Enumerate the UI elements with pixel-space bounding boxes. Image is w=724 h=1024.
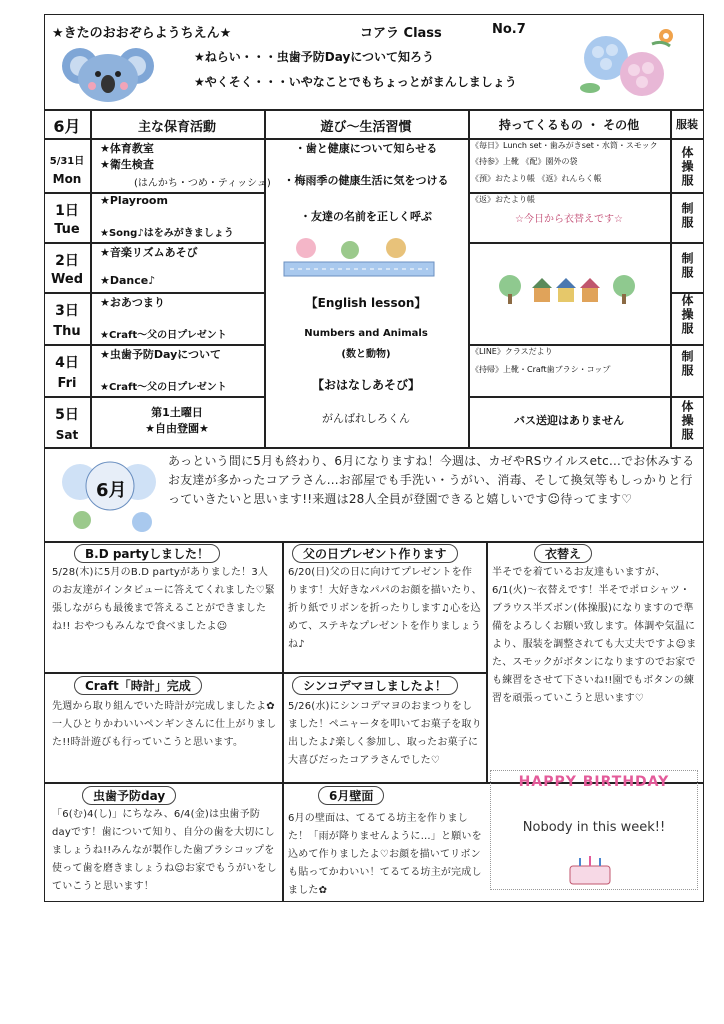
row-date: 2日 [55, 253, 79, 269]
play-item: 【English lesson】 [305, 296, 427, 310]
june-wall-title: 6月壁面 [318, 786, 384, 805]
bring-item: 《毎日》Lunch set・歯みがきset・水筒・スモック [471, 141, 658, 150]
play-item: 【おはなしあそび】 [311, 378, 420, 392]
row-day: Wed [51, 272, 83, 287]
row-dress: 制服 [680, 350, 694, 378]
row-main-line: ★体育教室 [100, 142, 154, 155]
row-dress: 制服 [680, 252, 694, 280]
craft-clock-body: 先週から取り組んでいた時計が完成しましたよ✿一人ひとりかわいいペンギンさんに仕上がりました!!時計遊びも行っていこうと思います。 [52, 701, 277, 748]
row-day: Fri [57, 376, 77, 391]
animals-shelf-icon [280, 232, 446, 282]
intro-text: あっという間に5月も終わり、6月になりますね！今週は、カゼやRSウイルスetc…でお休みするお友達が多かったコアラさん…お部屋でも手洗い・うがい、消毒、そして換気等もしっかりと行っていきたいと思います!!来週は28人全員が登園できると嬉しいです☺待ってます♡ [168, 454, 695, 506]
hydrangea-icon [570, 22, 690, 106]
row-dress: 体操服 [680, 294, 694, 336]
shinko-title: シンコデマヨしましたよ！ [292, 676, 458, 695]
row-day: Mon [52, 172, 82, 186]
row-date: 5/31日 [49, 156, 85, 167]
header-month: 6月 [53, 117, 81, 136]
header-bring: 持ってくるもの ・ その他 [498, 118, 640, 132]
row-main-line: ★衛生検査 [100, 158, 154, 171]
bring-item: 《返》おたより帳 [471, 195, 535, 204]
bring-item: ☆今日から衣替えです☆ [515, 214, 623, 225]
play-item: ・梅雨季の健康生活に気をつける [283, 174, 449, 187]
father-day-title: 父の日プレゼント作ります [292, 544, 458, 563]
koala-icon [58, 42, 158, 104]
bring-item: バス送迎はありません [514, 414, 624, 427]
play-item: Numbers and Animals [304, 328, 428, 339]
tree-houses-icon [496, 272, 646, 308]
row-date: 3日 [55, 303, 79, 319]
koromogae-title: 衣替え [534, 544, 592, 563]
row-main-line: ★Craft～父の日プレゼント [100, 330, 227, 341]
header-dress: 服装 [676, 118, 698, 131]
row-main-line: ★おあつまり [100, 296, 165, 309]
row-main-line: 第1土曜日 [151, 406, 203, 419]
row-main-line: (はんかち・つめ・ティッシュ) [134, 178, 271, 189]
birthday-title: HAPPY BIRTHDAY [518, 774, 670, 790]
row-main-line: ★Playroom [100, 194, 168, 207]
row-main-line: ★虫歯予防Dayについて [100, 348, 222, 361]
play-item: (数と動物) [341, 349, 391, 360]
row-main-line: ★Craft～父の日プレゼント [100, 382, 227, 393]
cake-icon [560, 852, 620, 888]
bring-item: 《LINE》クラスだより [471, 347, 553, 356]
row-date: 1日 [55, 203, 79, 219]
row-dress: 制服 [680, 202, 694, 230]
row-dress: 体操服 [680, 400, 694, 442]
bring-item: 《持参》上靴 《配》園外の袋 [471, 157, 578, 166]
june-wall-body: 6月の壁面は、てるてる坊主を作りました！「雨が降りませんように…」と願いを込めて作りましたよ♡お顔を描いてリボンも貼ってかわいい！てるてる坊主が完成しました✿ [288, 813, 482, 896]
play-item: ・友達の名前を正しく呼ぶ [300, 210, 432, 223]
row-main-line: ★Dance♪ [100, 274, 156, 287]
month-badge: 6月 [96, 480, 127, 501]
teeth-day-body: 「6(む)4(し)」にちなみ、6/4(金)は虫歯予防dayです！歯について知り、自分の歯を大切にしましょうね!!みんなが製作した歯ブラシコップを使って歯を磨きましょうね☺お家でもうがいをしていこうと思います！ [52, 809, 277, 892]
birthday-body: Nobody in this week!! [522, 820, 666, 835]
bring-item: 《持帰》上靴・Craft歯ブラシ・コップ [471, 365, 611, 374]
craft-clock-title: Craft「時計」完成 [74, 676, 202, 695]
bd-party-title: B.D partyしました！ [74, 544, 220, 563]
father-day-body: 6/20(日)父の日に向けてプレゼントを作ります！大好きなパパのお顔を描いたり、折り紙でリボンを折ったりします♫心を込めて、ステキなプレゼントを作りましょうね♪ [288, 567, 482, 650]
row-main-line: ★音楽リズムあそび [100, 246, 198, 259]
bd-party-body: 5/28(木)に5月のB.D partyがありました！3人のお友達がインタビューに答えてくれました♡緊張しながらも最後まで答えることができましたね!! おやつもみんなで食べましたよ☺ [52, 567, 275, 632]
row-main-line: ★Song♪はをみがきましょう [100, 228, 234, 239]
row-day: Tue [54, 222, 80, 237]
row-main-line: ★自由登園★ [145, 422, 209, 435]
aim-text: ★ねらい・・・虫歯予防Dayについて知ろう [194, 50, 435, 64]
shinko-body: 5/26(水)にシンコデマヨのおまつりをしました！ペニャータを叩いてお菓子を取り出したよ♪楽しく参加し、取ったお菓子に大喜びだったコアラさんでした♡ [288, 701, 482, 766]
row-dress: 体操服 [680, 146, 694, 188]
play-item: がんばれしろくん [322, 412, 410, 425]
row-date: 5日 [55, 407, 79, 423]
promise-text: ★やくそく・・・いやなことでもちょっとがまんしましょう [194, 75, 517, 89]
play-item: ・歯と健康について知らせる [294, 142, 438, 155]
row-date: 4日 [55, 355, 79, 371]
issue-number: No.7 [492, 22, 526, 37]
header-play: 遊び～生活習慣 [320, 120, 412, 135]
bring-item: 《預》おたより帳 《返》れんらく帳 [471, 174, 602, 183]
header-main: 主な保育活動 [137, 120, 216, 135]
school-name: ★きたのおおぞらようちえん★ [52, 26, 232, 41]
row-day: Sat [55, 428, 79, 442]
class-name: コアラ Class [360, 26, 442, 41]
koromogae-body: 半そでを着ているお友達もいますが、6/1(火)～衣替えです！半そでポロシャツ・ブラウス半ズボン(体操服)になりますので準備をよろしくお願い致します。体調や気温により、服装を調整されても大丈夫ですよ☺また、スモックがボタンになりますのでお家でも練習をさせて下さいね!!園でもボタンの練習を頑張っていこうと思います♡ [492, 567, 697, 704]
teeth-day-title: 虫歯予防day [82, 786, 176, 805]
row-day: Thu [53, 324, 81, 339]
